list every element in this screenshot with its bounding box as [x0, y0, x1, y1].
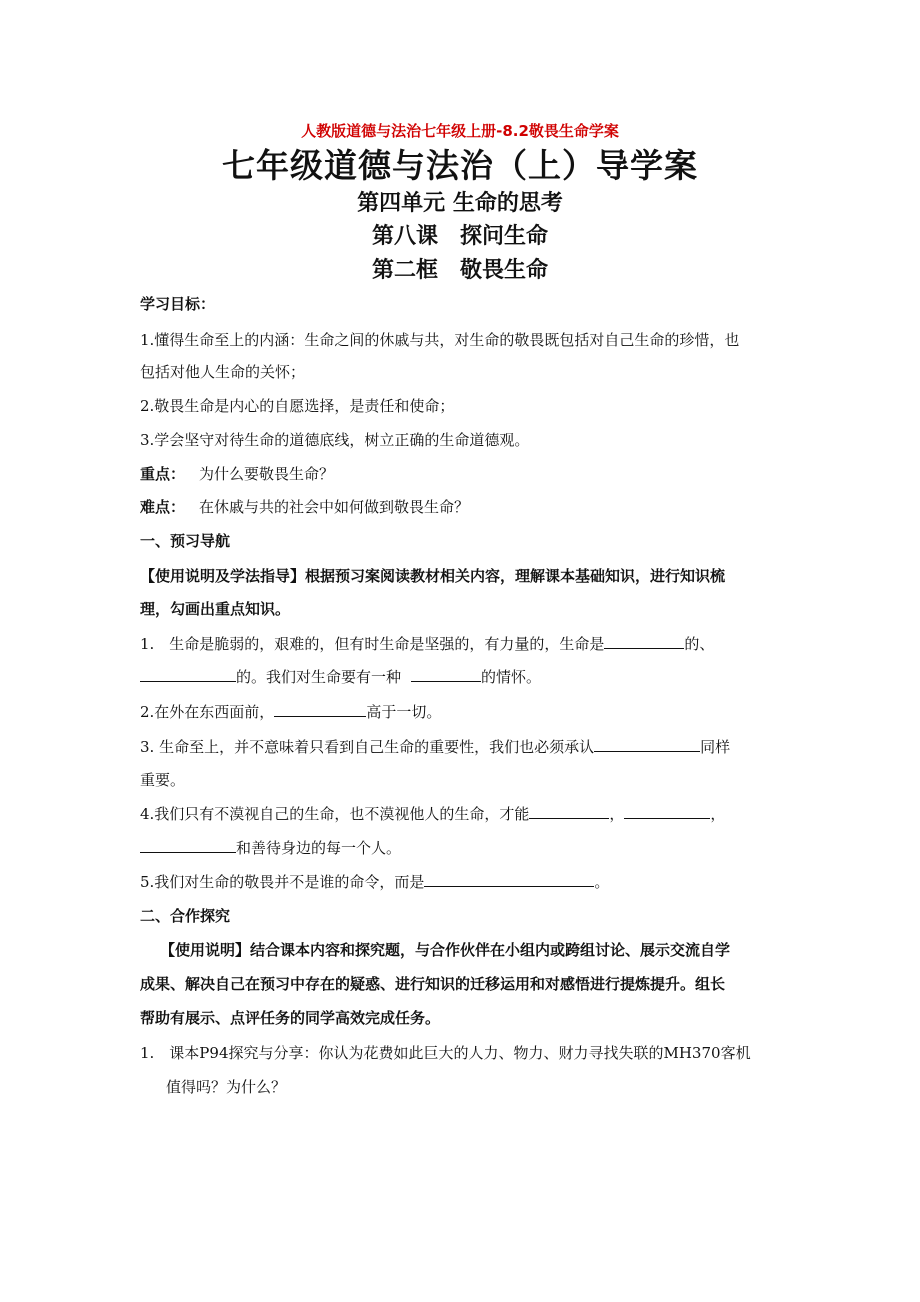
cooperation-instruction-line-2: 成果、解决自己在预习中存在的疑惑、进行知识的迁移运用和对感悟进行提炼提升。组长 — [140, 975, 726, 993]
source-note: 人教版道德与法治七年级上册-8.2敬畏生命学案 — [301, 122, 619, 140]
question-text: 3. 生命至上，并不意味着只看到自己生命的重要性，我们也必须承认 — [140, 738, 595, 756]
question-2 — [140, 702, 441, 722]
question-text: 4.我们只有不漠视自己的生命，也不漠视他人的生命，才能 — [140, 805, 530, 823]
question-text: ， — [609, 805, 625, 823]
question-1-line-2 — [140, 667, 541, 687]
objective-1-line-2: 包括对他人生命的关怀； — [140, 363, 306, 381]
fill-blank[interactable] — [594, 737, 700, 752]
cooperation-instruction-line-3: 帮助有展示、点评任务的同学高效完成任务。 — [140, 1009, 441, 1027]
section-title: 第二框 敬畏生命 — [371, 258, 548, 283]
question-text: 。 — [594, 873, 610, 891]
question-text: 的。我们对生命要有一种 — [236, 668, 402, 686]
question-5 — [140, 872, 609, 892]
fill-blank[interactable] — [604, 634, 684, 649]
cooperation-heading: 二、合作探究 — [140, 907, 231, 925]
lesson-title: 第八课 探问生命 — [371, 224, 548, 249]
fill-blank[interactable] — [529, 804, 609, 819]
question-1-line-1 — [140, 634, 714, 654]
objective-1-line-1: 1.懂得生命至上的内涵：生命之间的休戚与共，对生命的敬畏既包括对自己生命的珍惜，也 — [140, 331, 740, 349]
key-point-text: 为什么要敬畏生命？ — [199, 465, 335, 483]
question-text: 5.我们对生命的敬畏并不是谁的命令，而是 — [140, 873, 425, 891]
preview-instruction-line-1: 【使用说明及学法指导】根据预习案阅读教材相关内容，理解课本基础知识，进行知识梳 — [140, 567, 726, 585]
question-3-line-2: 重要。 — [140, 771, 186, 789]
question-text: 2.在外在东西面前， — [140, 703, 275, 721]
preview-heading: 一、预习导航 — [140, 532, 231, 550]
question-text: 的、 — [684, 635, 715, 653]
cooperation-question-1-line-1: 1. 课本P94探究与分享：你认为花费如此巨大的人力、物力、财力寻找失联的MH370客机 — [140, 1044, 751, 1062]
key-point-label: 重点： — [140, 465, 186, 483]
difficulty-label: 难点： — [140, 498, 186, 516]
question-text: 的情怀。 — [481, 668, 542, 686]
fill-blank[interactable] — [140, 838, 236, 853]
fill-blank[interactable] — [140, 667, 236, 682]
question-text: 高于一切。 — [366, 703, 442, 721]
cooperation-question-1-line-2: 值得吗？为什么？ — [166, 1078, 287, 1096]
unit-title: 第四单元 生命的思考 — [357, 191, 563, 216]
question-3-line-1 — [140, 737, 730, 757]
fill-blank[interactable] — [274, 702, 366, 717]
question-4-line-1 — [140, 804, 725, 824]
question-text: 1. 生命是脆弱的，艰难的，但有时生命是坚强的，有力量的，生命是 — [140, 635, 605, 653]
fill-blank[interactable] — [424, 872, 594, 887]
fill-blank[interactable] — [411, 667, 481, 682]
question-text: ， — [710, 805, 726, 823]
question-text: 和善待身边的每一个人。 — [236, 839, 402, 857]
question-4-line-2 — [140, 838, 401, 858]
objective-2: 2.敬畏生命是内心的自愿选择，是责任和使命； — [140, 397, 455, 415]
difficulty-point — [140, 497, 469, 517]
question-text: 同样 — [700, 738, 731, 756]
objective-3: 3.学会坚守对待生命的道德底线，树立正确的生命道德观。 — [140, 431, 530, 449]
cooperation-instruction-line-1: 【使用说明】结合课本内容和探究题，与合作伙伴在小组内或跨组讨论、展示交流自学 — [160, 941, 731, 959]
difficulty-text: 在休戚与共的社会中如何做到敬畏生命？ — [199, 498, 470, 516]
fill-blank[interactable] — [624, 804, 710, 819]
preview-instruction-line-2: 理，勾画出重点知识。 — [140, 600, 291, 618]
objectives-heading: 学习目标： — [140, 295, 216, 313]
page-title: 七年级道德与法治（上）导学案 — [222, 146, 698, 185]
key-point — [140, 464, 334, 484]
